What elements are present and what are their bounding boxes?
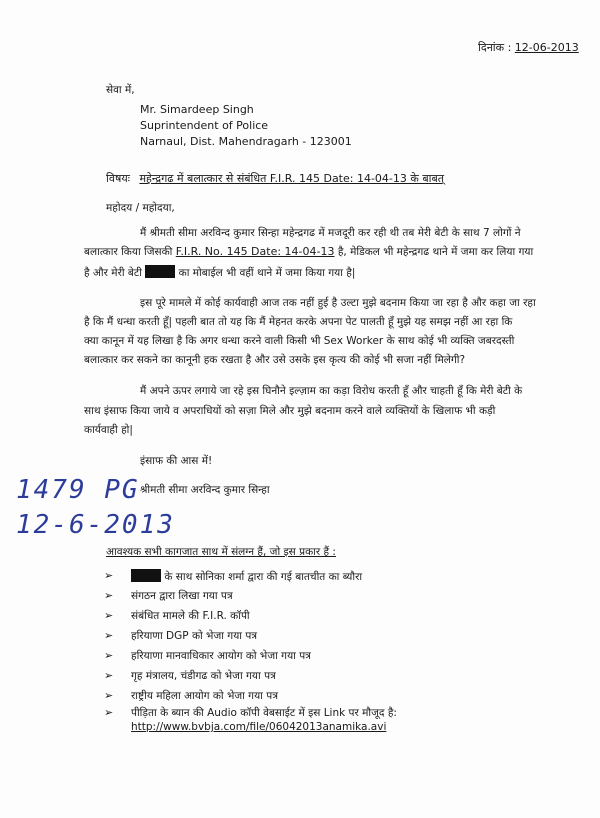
para3-line2: साथ इंसाफ किया जाये व अपराधियों को सज़ा मिले और मुझे बदनाम करने वाले व्यक्तियों के खिलाफ भी कड़ी bbox=[84, 405, 496, 417]
bullet-arrow-icon: ➢ bbox=[104, 569, 114, 582]
para1-line3 bbox=[84, 265, 355, 280]
recipient-name: Mr. Simardeep Singh bbox=[140, 103, 254, 116]
list-item-text: के साथ सोनिका शर्मा द्वारा की गई बातचीत का ब्यौरा bbox=[164, 571, 363, 583]
para2-line3: क्या कानून में यह लिखा है कि अगर धन्धा करने वाली किसी भी Sex Worker के साथ कोई भी व्यक्ति जबरदस्ती bbox=[84, 335, 515, 347]
para2-line2: है कि मैं धन्धा करती हूँ| पहली बात तो यह कि मैं मेहनत करके अपना पेट पालती हूँ मुझे यह समझ नहीं आ रहा कि bbox=[84, 316, 513, 328]
list-item bbox=[131, 569, 362, 584]
redaction-block bbox=[131, 569, 161, 582]
signature-name: श्रीमती सीमा अरविन्द कुमार सिन्हा bbox=[140, 484, 270, 496]
bullet-arrow-icon: ➢ bbox=[104, 629, 114, 642]
bullet-arrow-icon: ➢ bbox=[104, 609, 114, 622]
subject-text: महेन्द्रगढ में बलात्कार से संबंधित F.I.R. 145 Date: 14-04-13 के बाबत् bbox=[139, 172, 445, 185]
bullet-arrow-icon: ➢ bbox=[104, 689, 114, 702]
recipient-title: Suprintendent of Police bbox=[140, 119, 269, 132]
recipient-place: Narnaul, Dist. Mahendragarh - 123001 bbox=[140, 135, 352, 148]
list-item: पीड़िता के ब्यान की Audio कॉपी वेबसाईट में इस Link पर मौजूद है: bbox=[131, 707, 397, 719]
para2-line1: इस पूरे मामले में कोई कार्यवाही आज तक नहीं हुई है उल्टा मुझे बदनाम किया जा रहा है और कहा जा रहा bbox=[140, 297, 536, 309]
para2-line4: बलात्कार कर सकने का कानूनी हक रखता है और उसे उसके इस कृत्य की कोई भी सजा नहीं मिलेगी? bbox=[84, 354, 466, 366]
list-item: संगठन द्वारा लिखा गया पत्र bbox=[131, 590, 233, 602]
bullet-arrow-icon: ➢ bbox=[104, 589, 114, 602]
date-label: दिनांक : bbox=[478, 41, 512, 54]
subject-label: विषयः bbox=[106, 172, 130, 185]
handwritten-date: 12-6-2013 bbox=[16, 510, 175, 540]
closing: इंसाफ की आस में! bbox=[140, 455, 213, 467]
para1-text: बलात्कार किया जिसकी bbox=[84, 246, 173, 258]
list-item: हरियाणा DGP को भेजा गया पत्र bbox=[131, 630, 258, 642]
redaction-block bbox=[145, 265, 175, 278]
para1-line1: मैं श्रीमती सीमा अरविन्द कुमार सिन्हा महेन्द्रगढ में मजदूरी कर रही थी तब मेरी बेटी के साथ 7 लोगों ने bbox=[140, 227, 521, 239]
bullet-arrow-icon: ➢ bbox=[104, 669, 114, 682]
para1-text: है और मेरी बेटी bbox=[84, 267, 142, 279]
date-value: 12-06-2013 bbox=[514, 41, 579, 54]
para3-line1: मैं अपने ऊपर लगाये जा रहे इस घिनौने इल्ज़ाम का कड़ा विरोध करती हूँ और चाहती हूँ कि मेरी बेटी के bbox=[140, 385, 523, 397]
para3-line3: कार्यवाही हो| bbox=[84, 424, 133, 436]
enclosures-heading: आवश्यक सभी कागजात साथ में संलग्न हैं, जो इस प्रकार हैं : bbox=[106, 546, 336, 558]
list-item: राष्ट्रीय महिला आयोग को भेजा गया पत्र bbox=[131, 690, 279, 702]
date-line bbox=[478, 40, 579, 55]
handwritten-number: 1479 PG bbox=[16, 475, 140, 505]
subject-line bbox=[106, 171, 444, 186]
audio-link[interactable]: http://www.bvbja.com/file/06042013anamika.avi bbox=[131, 721, 387, 733]
address-to: सेवा में, bbox=[106, 84, 135, 96]
para1-line2 bbox=[84, 245, 533, 259]
fir-reference: F.I.R. No. 145 Date: 14-04-13 bbox=[175, 245, 335, 258]
bullet-arrow-icon: ➢ bbox=[104, 706, 114, 719]
greeting: महोदय / महोदया, bbox=[106, 202, 175, 214]
para1-text: है, मेडिकल भी महेन्द्रगढ थाने में जमा कर लिया गया bbox=[337, 246, 534, 258]
para1-text: का मोबाईल भी वहीं थाने में जमा किया गया है| bbox=[178, 267, 356, 279]
list-item: गृह मंत्रालय, चंडीगढ को भेजा गया पत्र bbox=[131, 670, 276, 682]
list-item: संबंधित मामले की F.I.R. कॉपी bbox=[131, 610, 250, 622]
bullet-arrow-icon: ➢ bbox=[104, 649, 114, 662]
list-item: हरियाणा मानवाधिकार आयोग को भेजा गया पत्र bbox=[131, 650, 311, 662]
